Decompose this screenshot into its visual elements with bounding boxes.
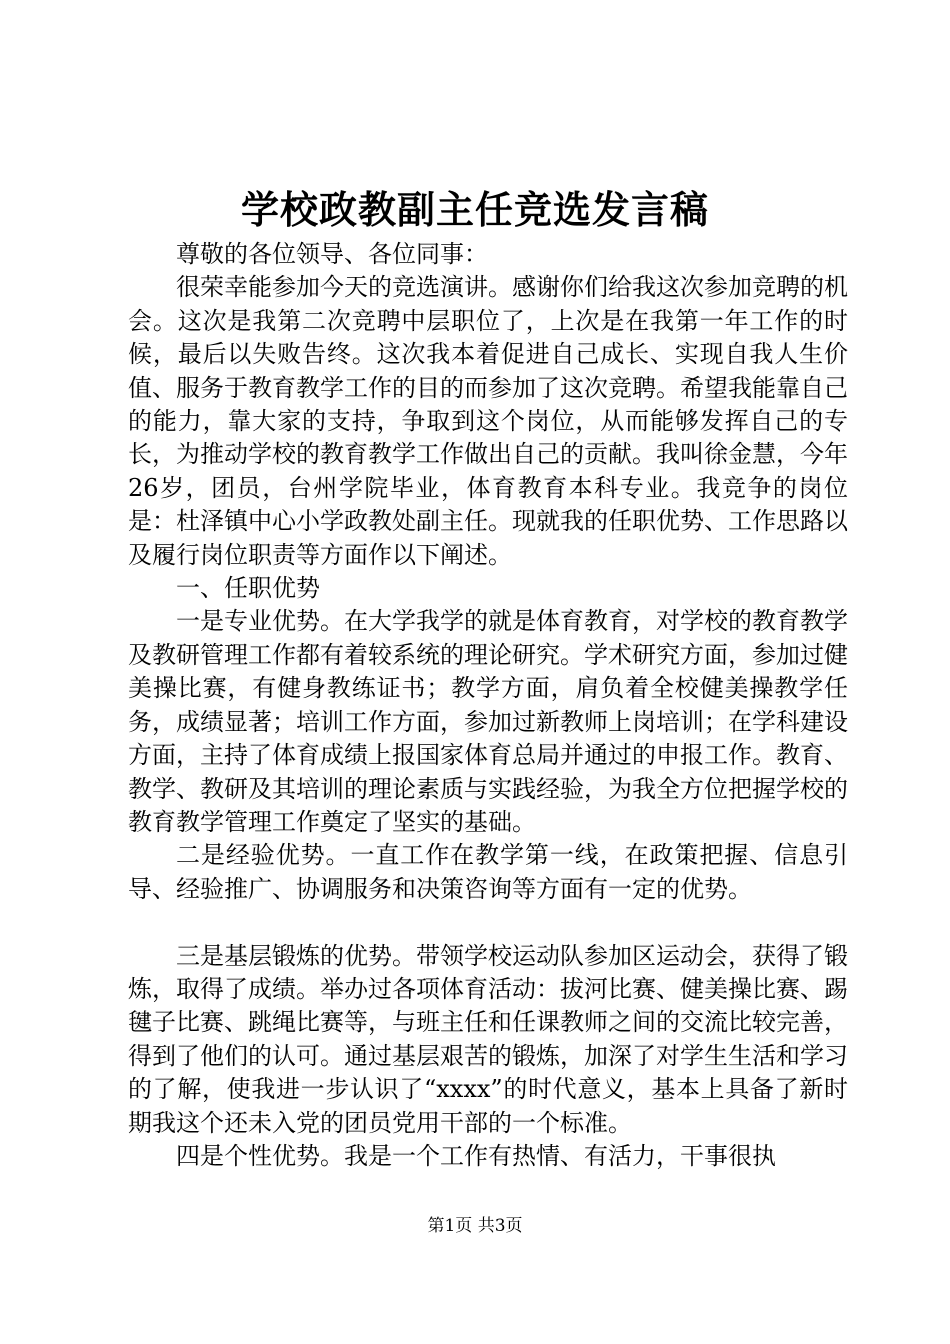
paragraph-experience: 二是经验优势。一直工作在教学第一线，在政策把握、信息引导、经验推广、协调服务和决策咨询等方面有一定的优势。 bbox=[128, 841, 848, 903]
paragraph-intro: 很荣幸能参加今天的竞选演讲。感谢你们给我这次参加竞聘的机会。这次是我第二次竞聘中层职位了，上次是在我第一年工作的时候，最后以失败告终。这次我本着促进自己成长、实现自我人生价值、服务于教育教学工作的目的而参加了这次竞聘。希望我能靠自己的能力，靠大家的支持，争取到这个岗位，从而能够发挥自己的专长，为推动学校的教育教学工作做出自己的贡献。我叫徐金慧，今年26岁，团员，台州学院毕业，体育教育本科专业。我竞争的岗位是：杜泽镇中心小学政教处副主任。现就我的任职优势、工作思路以及履行岗位职责等方面作以下阐述。 bbox=[128, 273, 848, 569]
paragraph-grassroots: 三是基层锻炼的优势。带领学校运动队参加区运动会，获得了锻炼，取得了成绩。举办过各项体育活动：拔河比赛、健美操比赛、踢毽子比赛、跳绳比赛等，与班主任和任课教师之间的交流比较完善，得到了他们的认可。通过基层艰苦的锻炼，加深了对学生生活和学习的了解，使我进一步认识了“xxxx”的时代意义，基本上具备了新时期我这个还未入党的团员党用干部的一个标准。 bbox=[128, 941, 848, 1137]
page-footer: 第1页 共3页 bbox=[427, 1216, 523, 1236]
paragraph-personality: 四是个性优势。我是一个工作有热情、有活力，干事很执 bbox=[176, 1141, 776, 1170]
blank-line bbox=[128, 906, 848, 939]
section-heading: 一、任职优势 bbox=[176, 574, 320, 603]
paragraph-professional: 一是专业优势。在大学我学的就是体育教育，对学校的教育教学及教研管理工作都有着较系统的理论研究。学术研究方面，参加过健美操比赛，有健身教练证书；教学方面，肩负着全校健美操教学任务，成绩显著；培训工作方面，参加过新教师上岗培训；在学科建设方面，主持了体育成绩上报国家体育总局并通过的申报工作。教育、教学、教研及其培训的理论素质与实践经验，为我全方位把握学校的教育教学管理工作奠定了坚实的基础。 bbox=[128, 607, 848, 836]
document-body bbox=[128, 238, 848, 1173]
salutation: 尊敬的各位领导、各位同事： bbox=[176, 240, 488, 268]
document-title: 学校政教副主任竞选发言稿 bbox=[240, 187, 709, 232]
